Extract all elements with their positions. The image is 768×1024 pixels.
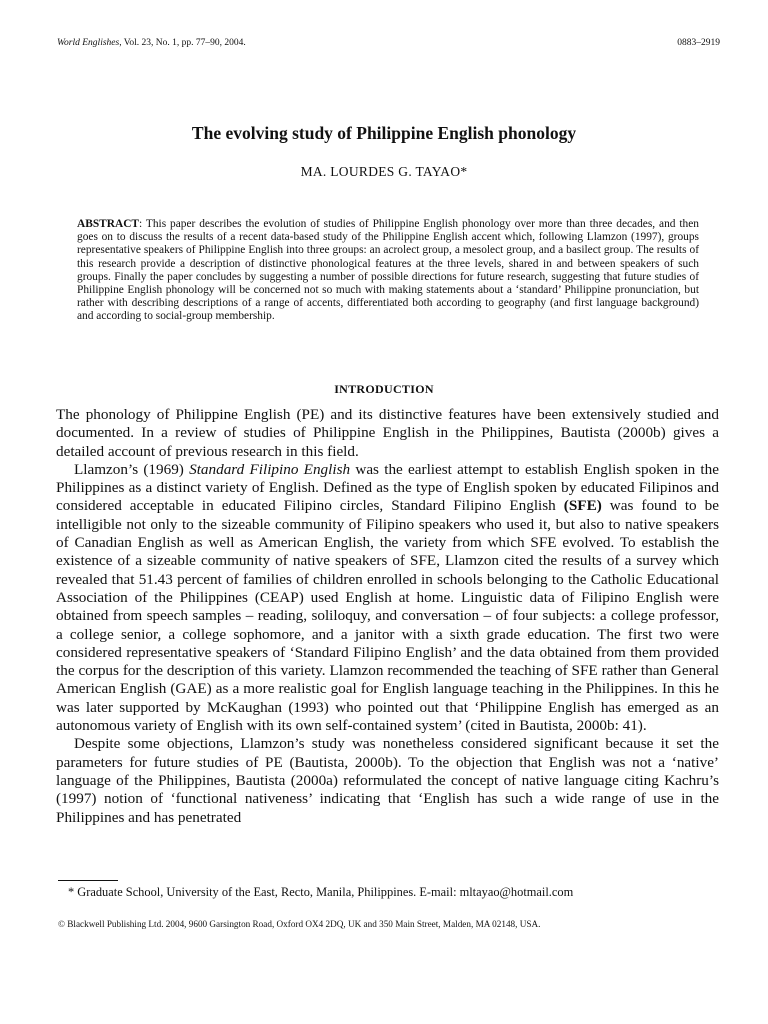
journal-name: World Englishes: [57, 38, 120, 48]
abstract-text: : This paper describes the evolution of studies of Philippine English phonology over more than three decades, and then goes on to discuss the results of a recent data-based study of the Philippine English accent which, following Llamzon (1997), groups representative speakers of Philippine English into three groups: an acrolect group, a mesolect group, and a basilect group. The results of this research provide a description of distinctive phonological features at the three levels, shared in and between speakers of such groups. Finally the paper concludes by suggesting a number of possible directions for future research, suggesting that future studies of Philippine English phonology will be concerned not so much with making statements about a ‘standard’ Philippine pronunciation, but rather with describing descriptions of a range of accents, differentiated both according to geography (and first language background) and according to social-group membership.: [77, 218, 699, 323]
journal-citation: [57, 38, 246, 48]
paragraph-2-mid: was the earliest attempt to establish English spoken in the Philippines as a distinct variety of English. Defined as the type of English spoken by educated Filipinos and considered acceptable in educated Filipino circles, Standard Filipino English: [56, 460, 719, 515]
abstract: [77, 218, 699, 324]
running-header: [57, 38, 720, 52]
footnote: * Graduate School, University of the East, Recto, Manila, Philippines. E-mail: mltayao@hotmail.com: [68, 885, 574, 899]
body-text: [56, 406, 719, 827]
copyright-line: © Blackwell Publishing Ltd. 2004, 9600 Garsington Road, Oxford OX4 2DQ, UK and 350 Main Street, Malden, MA 02148, USA.: [58, 919, 541, 929]
paragraph-2-start: Llamzon’s (1969): [74, 460, 190, 478]
issn: 0883–2919: [677, 38, 720, 48]
footnote-rule: [58, 880, 118, 881]
paper-title: The evolving study of Philippine English phonology: [191, 123, 577, 143]
paragraph-1: The phonology of Philippine English (PE) and its distinctive features have been extensively studied and documented. In a review of studies of Philippine English in the Philippines, Bautista (2000b) gives a detailed account of previous research in this field.: [56, 406, 719, 460]
paragraph-2: [56, 461, 719, 735]
paragraph-3: Despite some objections, Llamzon’s study was nonetheless considered significant because it set the parameters for future studies of PE (Bautista, 2000b). To the objection that English was not a ‘native’ language of the Philippines, Bautista (2000a) reformulated the concept of native language citing Kachru’s (1997) notion of ‘functional nativeness’ indicating that ‘English has such a wide range of use in the Philippines and has penetrated: [56, 735, 719, 826]
author-name: MA. LOURDES G. TAYAO*: [300, 164, 468, 179]
section-heading: INTRODUCTION: [334, 382, 434, 396]
paragraph-2-bold-abbrev: (SFE): [563, 497, 602, 515]
paragraph-2-end: was found to be intelligible not only to the sizeable community of Filipino speakers who used it, but also to native speakers of Canadian English as well as American English, the variety from which SFE evolved. To establish the existence of a sizeable community of native speakers of SFE, Llamzon cited the results of a survey which revealed that 51.43 percent of families of children enrolled in schools belonging to the Catholic Educational Association of the Philippines (CEAP) used English at home. Linguistic data of Filipino English were obtained from speech samples – reading, soliloquy, and conversation – of four subjects: a college professor, a college senior, a college sophomore, and a janitor with a sixth grade education. The first two were considered representative speakers of ‘Standard Filipino English’ and the data obtained from them provided the corpus for the description of this variety. Llamzon recommended the teaching of SFE rather than General American English (GAE) as a more realistic goal for English language teaching in the Philippines. In this he was later supported by McKaughan (1993) who pointed out that ‘Philippine English has emerged as an autonomous variety of English with its own self-contained system’ (cited in Bautista, 2000b: 41).: [56, 497, 719, 735]
paragraph-2-italic-title: Standard Filipino English: [189, 460, 351, 478]
abstract-label: ABSTRACT: [77, 218, 140, 230]
journal-volume-pages: , Vol. 23, No. 1, pp. 77–90, 2004.: [119, 38, 246, 48]
